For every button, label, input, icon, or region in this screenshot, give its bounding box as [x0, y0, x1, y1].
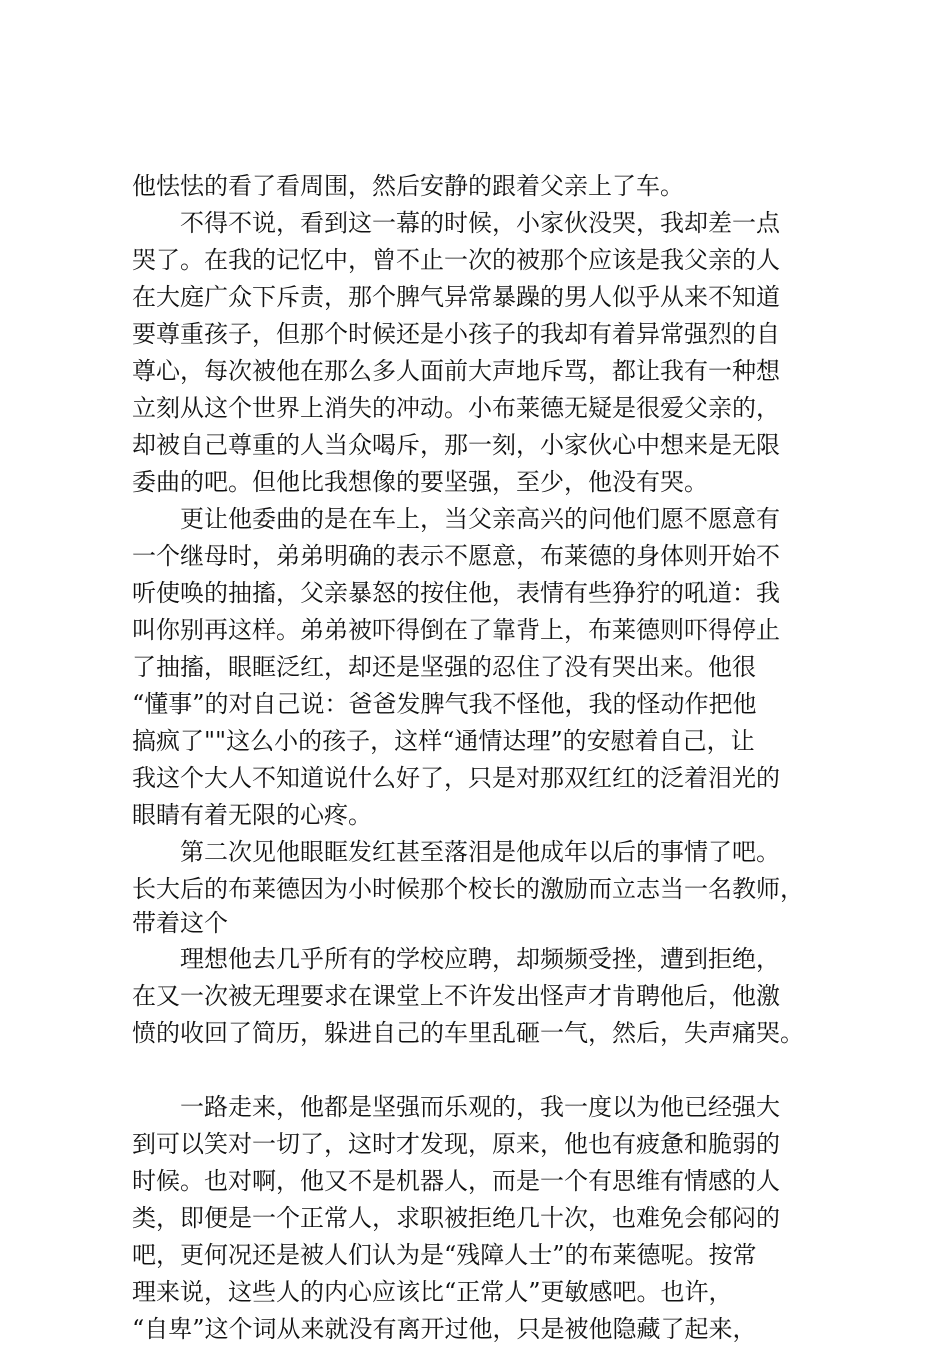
text-line: 理来说，这些人的内心应该比“正常人”更敏感吧。也许，: [132, 1278, 733, 1306]
text-line: “懂事”的对自己说：爸爸发脾气我不怪他，我的怪动作把他: [132, 690, 757, 718]
text-line: 吧，更何况还是被人们认为是“残障人士”的布莱德呢。按常: [132, 1241, 757, 1269]
text-line: “自卑”这个词从来就没有离开过他，只是被他隐藏了起来，: [132, 1315, 757, 1343]
text-line: 哭了。在我的记忆中，曾不止一次的被那个应该是我父亲的人: [132, 246, 780, 274]
text-line: 一个继母时，弟弟明确的表示不愿意，布莱德的身体则开始不: [132, 542, 780, 570]
text-line: 尊心，每次被他在那么多人面前大声地斥骂，都让我有一种想: [132, 357, 780, 385]
text-line: 在又一次被无理要求在课堂上不许发出怪声才肯聘他后，他激: [132, 982, 780, 1010]
text-line: 类，即便是一个正常人，求职被拒绝几十次，也难免会郁闷的: [132, 1204, 780, 1232]
text-line: 第二次见他眼眶发红甚至落泪是他成年以后的事情了吧。: [180, 838, 780, 866]
text-line: 要尊重孩子，但那个时候还是小孩子的我却有着异常强烈的自: [132, 320, 780, 348]
text-line: 搞疯了""这么小的孩子，这样“通情达理”的安慰着自己，让: [132, 727, 755, 755]
text-line: 听使唤的抽搐，父亲暴怒的按住他，表情有些狰狞的吼道：我: [132, 579, 780, 607]
text-line: 更让他委曲的是在车上，当父亲高兴的问他们愿不愿意有: [180, 505, 780, 533]
text-line: 在大庭广众下斥责，那个脾气异常暴躁的男人似乎从来不知道: [132, 283, 780, 311]
text-line: 我这个大人不知道说什么好了，只是对那双红红的泛着泪光的: [132, 764, 780, 792]
text-line: 到可以笑对一切了，这时才发现，原来，他也有疲惫和脆弱的: [132, 1130, 780, 1158]
text-line: 却被自己尊重的人当众喝斥，那一刻，小家伙心中想来是无限: [132, 431, 780, 459]
text-line: 愤的收回了简历，躲进自己的车里乱砸一气，然后，失声痛哭。: [132, 1019, 804, 1047]
text-line: 叫你别再这样。弟弟被吓得倒在了靠背上，布莱德则吓得停止: [132, 616, 780, 644]
text-line: 立刻从这个世界上消失的冲动。小布莱德无疑是很爱父亲的，: [132, 394, 780, 422]
text-line: 一路走来，他都是坚强而乐观的，我一度以为他已经强大: [180, 1093, 780, 1121]
text-line: 不得不说，看到这一幕的时候，小家伙没哭，我却差一点: [180, 209, 780, 237]
text-line: 委曲的吧。但他比我想像的要坚强，至少，他没有哭。: [132, 468, 708, 496]
text-line: 带着这个: [132, 909, 228, 937]
text-line: 了抽搐，眼眶泛红，却还是坚强的忍住了没有哭出来。他很: [132, 653, 756, 681]
text-line: 眼睛有着无限的心疼。: [132, 801, 372, 829]
text-line: 他怯怯的看了看周围，然后安静的跟着父亲上了车。: [132, 172, 684, 200]
text-line: 理想他去几乎所有的学校应聘，却频频受挫，遭到拒绝，: [180, 945, 780, 973]
text-line: 时候。也对啊，他又不是机器人，而是一个有思维有情感的人: [132, 1167, 780, 1195]
text-line: 长大后的布莱德因为小时候那个校长的激励而立志当一名教师，: [132, 875, 804, 903]
